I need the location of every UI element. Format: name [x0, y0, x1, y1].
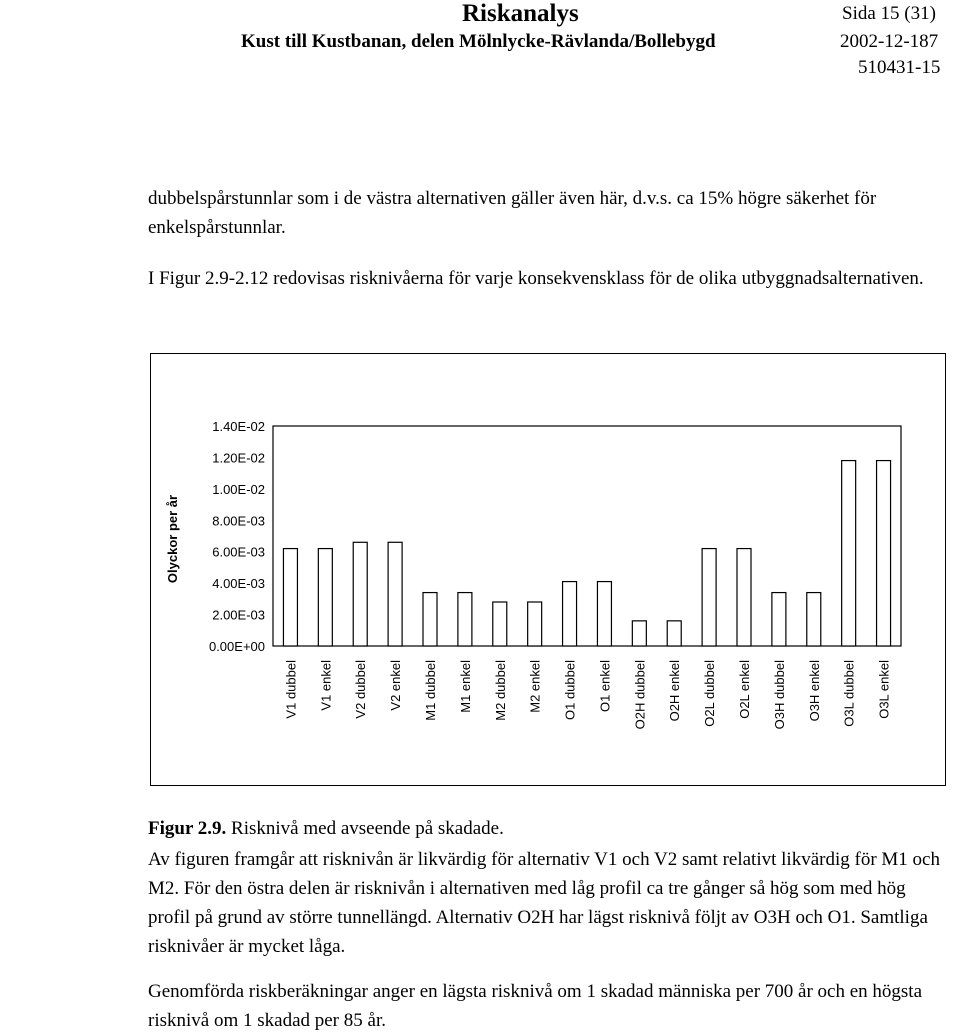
x-tick-label: M2 dubbel: [492, 660, 508, 721]
x-tick-label: O1 dubbel: [562, 660, 578, 720]
y-tick-label: 1.20E-02: [212, 450, 265, 466]
paragraph-2: I Figur 2.9-2.12 redovisas risknivåerna för varje konsekvensklass för de olika utbyggnadsalternativen.: [148, 268, 924, 289]
y-tick-label: 4.00E-03: [212, 576, 265, 592]
bar-v2-enkel: [388, 542, 402, 646]
paragraph-3: Av figuren framgår att risknivån är likvärdig för alternativ V1 och V2 samt relativt likvärdig för M1 och M2. För den östra delen är risknivån i alternativen med låg profil ca tre gånger så hög som med hög profil på grund av större tunnellängd. Alternativ O2H har lägst risknivå följt av O3H och O1. Samtliga risknivåer är mycket låga.: [148, 849, 940, 957]
header-subtitle: Kust till Kustbanan, delen Mölnlycke-Rävlanda/Bollebygd: [241, 31, 716, 52]
x-tick-label: O3L dubbel: [841, 660, 857, 727]
bar-m1-enkel: [458, 593, 472, 646]
bar-o2l-enkel: [737, 549, 751, 646]
y-tick-label: 1.00E-02: [212, 481, 265, 497]
figure-caption: [148, 818, 504, 840]
x-tick-label: M2 enkel: [527, 660, 543, 713]
bar-chart: [151, 354, 947, 787]
bar-o2h-enkel: [667, 621, 681, 646]
y-tick-label: 8.00E-03: [212, 513, 265, 529]
x-tick-label: O2L enkel: [737, 660, 752, 719]
header-document-number: 510431-15: [858, 57, 941, 78]
bar-m2-dubbel: [493, 602, 507, 646]
bar-o2l-dubbel: [702, 549, 716, 646]
y-tick-label: 0.00E+00: [208, 639, 265, 654]
x-tick-label: M1 dubbel: [423, 660, 438, 721]
chart-frame: [150, 353, 946, 786]
header-date: 2002-12-187: [840, 31, 939, 52]
bar-v1-enkel: [318, 549, 332, 646]
paragraph-1: dubbelspårstunnlar som i de västra alternativen gäller även här, d.v.s. ca 15% högre säkerhet för enkelspårstunnlar.: [148, 188, 877, 238]
header-title: Riskanalys: [462, 0, 579, 27]
x-tick-label: M1 enkel: [457, 660, 473, 713]
y-tick-label: 6.00E-03: [212, 544, 265, 560]
figure-caption-text: Risknivå med avseende på skadade.: [226, 818, 504, 839]
x-tick-label: O3H enkel: [806, 660, 822, 722]
header-page-number: Sida 15 (31): [842, 3, 936, 24]
bar-o3h-dubbel: [772, 593, 786, 646]
bar-o3h-enkel: [807, 593, 821, 646]
figure-caption-label: Figur 2.9.: [148, 818, 227, 839]
x-tick-label: V2 enkel: [388, 660, 404, 711]
x-tick-label: O3L enkel: [876, 660, 892, 719]
x-tick-label: V1 dubbel: [283, 660, 299, 719]
x-tick-label: V1 enkel: [318, 660, 334, 711]
x-tick-label: V2 dubbel: [353, 660, 369, 719]
y-axis-label: Olyckor per år: [165, 494, 180, 584]
x-tick-label: O1 enkel: [597, 660, 613, 713]
bar-o2h-dubbel: [632, 621, 646, 646]
x-tick-label: O3H dubbel: [771, 660, 787, 730]
x-tick-label: O2L dubbel: [702, 660, 718, 727]
bar-v1-dubbel: [283, 549, 297, 646]
y-tick-label: 1.40E-02: [212, 419, 265, 434]
bar-o3l-enkel: [877, 461, 891, 646]
x-tick-label: O2H dubbel: [632, 660, 648, 730]
bar-o3l-dubbel: [842, 461, 856, 646]
bar-o1-enkel: [597, 582, 611, 646]
x-tick-label: O2H enkel: [667, 660, 683, 722]
bar-m1-dubbel: [423, 593, 437, 646]
bar-m2-enkel: [528, 602, 542, 646]
bar-v2-dubbel: [353, 542, 367, 646]
y-tick-label: 2.00E-03: [212, 607, 265, 623]
paragraph-4: Genomförda riskberäkningar anger en lägsta risknivå om 1 skadad människa per 700 år och en högsta risknivå om 1 skadad per 85 år.: [148, 981, 923, 1031]
bar-o1-dubbel: [563, 582, 577, 646]
